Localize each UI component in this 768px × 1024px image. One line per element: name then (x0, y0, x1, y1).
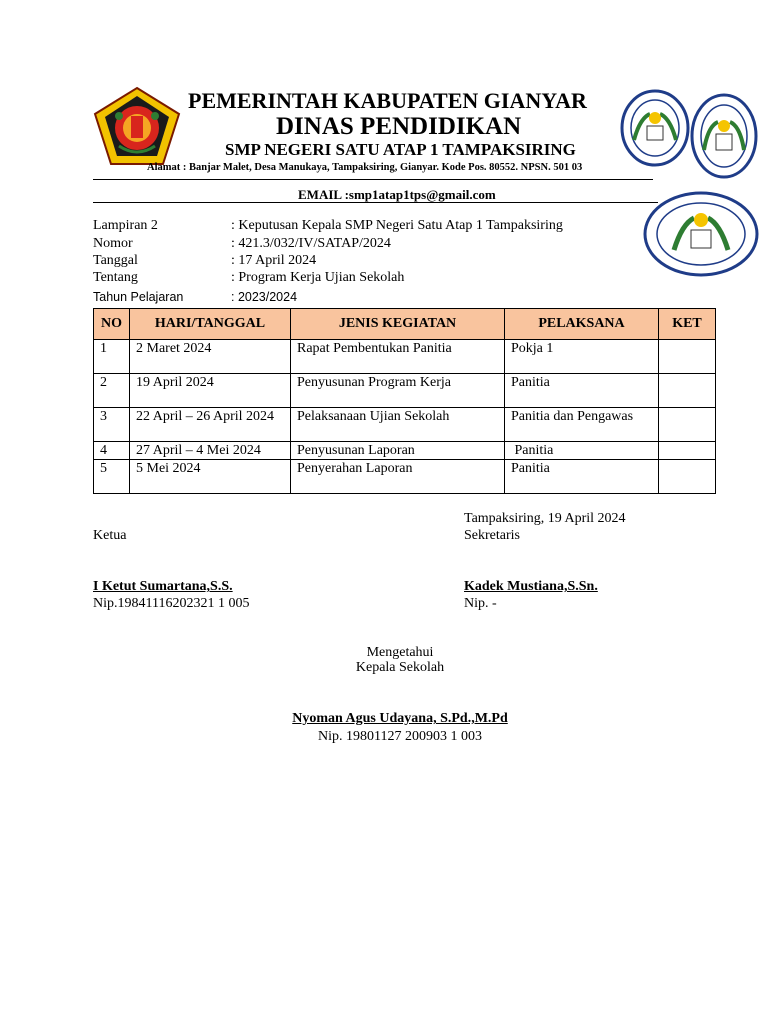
cell-no: 4 (94, 442, 130, 460)
meta-value: : Keputusan Kepala SMP Negeri Satu Atap 1 Tampaksiring (231, 218, 563, 233)
table-row (94, 374, 716, 408)
cell-executor: Panitia (505, 442, 659, 460)
cell-note (659, 408, 716, 442)
cell-note (659, 374, 716, 408)
header-government: PEMERINTAH KABUPATEN GIANYAR (188, 88, 587, 113)
school-seal-icon (642, 190, 760, 278)
header-school: SMP NEGERI SATU ATAP 1 TAMPAKSIRING (225, 140, 576, 159)
cell-executor: Panitia (505, 460, 659, 494)
approval-label: Mengetahui (366, 645, 434, 660)
meta-value: : 2023/2024 (231, 290, 298, 304)
cell-executor: Panitia dan Pengawas (505, 408, 659, 442)
cell-date: 27 April – 4 Mei 2024 (130, 442, 291, 460)
cell-date: 2 Maret 2024 (130, 340, 291, 374)
header-department: DINAS PENDIDIKAN (276, 113, 522, 140)
cell-activity: Penyusunan Laporan (291, 442, 505, 460)
table-row (94, 442, 716, 460)
email-address: smp1atap1tps@gmail.com (348, 187, 496, 202)
signature-right-nip: Nip. - (464, 596, 497, 611)
header-divider (93, 179, 653, 180)
approval-role: Kepala Sekolah (355, 660, 445, 675)
cell-executor: Panitia (505, 374, 659, 408)
cell-date: 5 Mei 2024 (130, 460, 291, 494)
cell-date: 22 April – 26 April 2024 (130, 408, 291, 442)
meta-label: Tentang (93, 270, 138, 285)
header-address: Alamat : Banjar Malet, Desa Manukaya, Tampaksiring, Gianyar. Kode Pos. 80552. NPSN. 501 03 (147, 162, 583, 173)
column-header-no: NO (94, 309, 130, 340)
column-header-date: HARI/TANGGAL (130, 309, 291, 340)
column-header-note: KET (659, 309, 716, 340)
table-row (94, 340, 716, 374)
cell-no: 2 (94, 374, 130, 408)
school-seal-icon (690, 92, 758, 180)
cell-no: 1 (94, 340, 130, 374)
cell-no: 3 (94, 408, 130, 442)
principal-nip: Nip. 19801127 200903 1 003 (318, 729, 482, 744)
meta-value: : Program Kerja Ujian Sekolah (231, 270, 405, 285)
cell-activity: Pelaksanaan Ujian Sekolah (291, 408, 505, 442)
cell-date: 19 April 2024 (130, 374, 291, 408)
meta-value: : 421.3/032/IV/SATAP/2024 (231, 236, 391, 251)
table-header-row (94, 309, 716, 340)
cell-note (659, 442, 716, 460)
cell-note (659, 460, 716, 494)
meta-label: Nomor (93, 236, 133, 251)
column-header-executor: PELAKSANA (505, 309, 659, 340)
gianyar-regency-crest-icon (93, 86, 181, 166)
cell-no: 5 (94, 460, 130, 494)
meta-label: Lampiran 2 (93, 218, 158, 233)
header-email (298, 187, 496, 203)
signature-right-role: Sekretaris (464, 528, 520, 543)
table-row (94, 408, 716, 442)
cell-activity: Penyusunan Program Kerja (291, 374, 505, 408)
signature-left-name: I Ketut Sumartana,S.S. (93, 579, 233, 594)
signature-place-date: Tampaksiring, 19 April 2024 (464, 511, 626, 526)
cell-activity: Penyerahan Laporan (291, 460, 505, 494)
cell-note (659, 340, 716, 374)
meta-value: : 17 April 2024 (231, 253, 317, 268)
table-row (94, 460, 716, 494)
meta-label: Tahun Pelajaran (93, 290, 184, 304)
principal-name: Nyoman Agus Udayana, S.Pd.,M.Pd (292, 711, 508, 726)
signature-left-role: Ketua (93, 528, 127, 543)
signature-left-nip: Nip.19841116202321 1 005 (93, 596, 250, 611)
signature-right-name: Kadek Mustiana,S.Sn. (464, 579, 598, 594)
email-label: EMAIL : (298, 187, 349, 202)
school-seal-icon (620, 88, 690, 168)
cell-executor: Pokja 1 (505, 340, 659, 374)
meta-label: Tanggal (93, 253, 138, 268)
column-header-activity: JENIS KEGIATAN (291, 309, 505, 340)
header-divider (93, 202, 658, 203)
activity-table (93, 308, 716, 494)
cell-activity: Rapat Pembentukan Panitia (291, 340, 505, 374)
